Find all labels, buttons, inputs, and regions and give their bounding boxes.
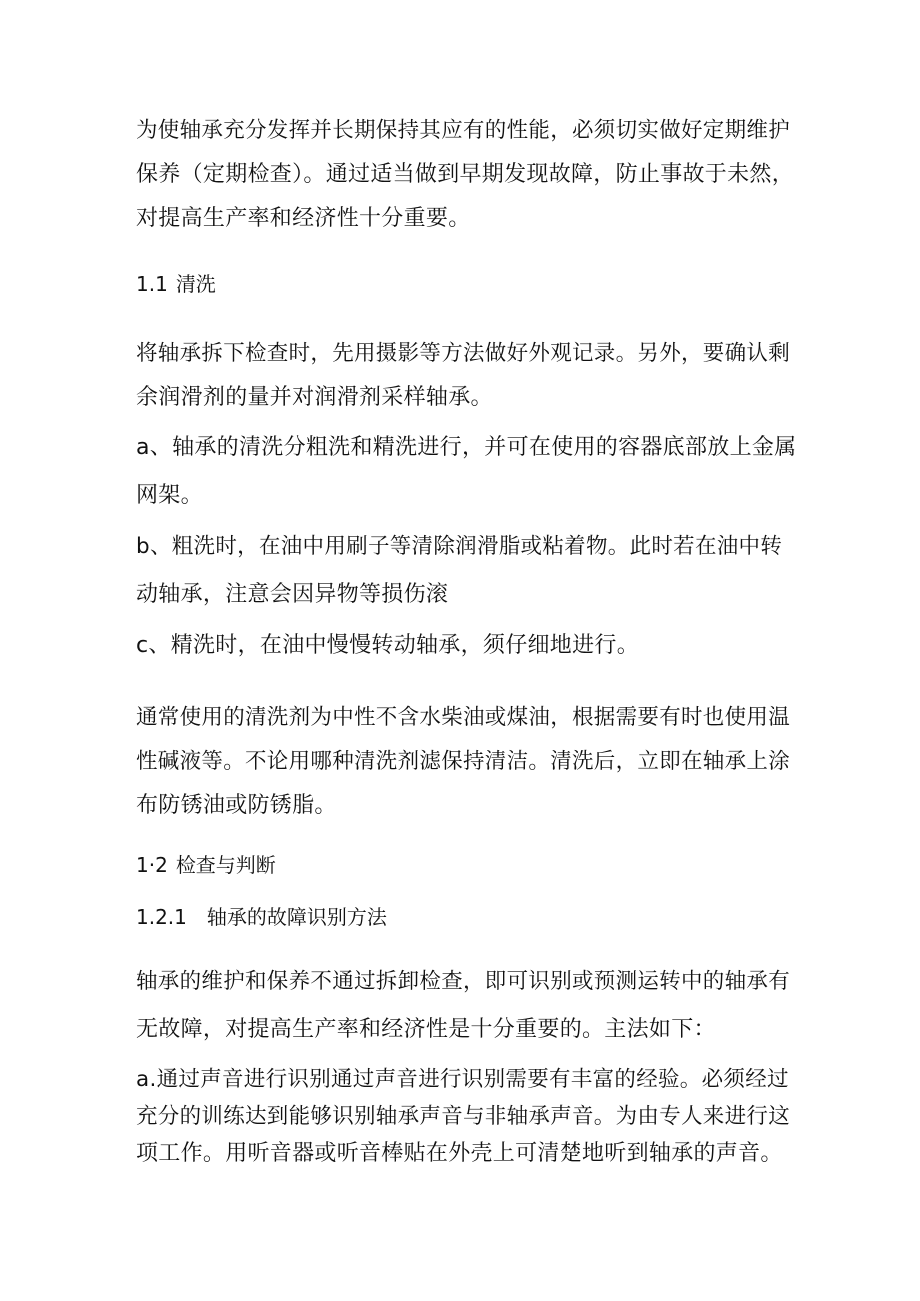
text-line: 性碱液等。不论用哪种清洗剂滤保持清洁。清洗后，立即在轴承上涂: [136, 749, 791, 774]
section-number: 1.1: [136, 272, 168, 296]
text-line: 余润滑剂的量并对润滑剂采样轴承。: [136, 385, 493, 410]
section-heading-inspection: [136, 850, 276, 880]
section-title: 检查与判断: [175, 853, 276, 877]
text-line: 项工作。用听音器或听音棒贴在外壳上可清楚地听到轴承的声音。: [136, 1141, 783, 1166]
list-item-c: [136, 622, 796, 670]
subsection-heading-fault-identification: [136, 902, 387, 932]
list-item-b: [136, 523, 796, 619]
sound-identification-paragraph: [136, 1061, 796, 1172]
section-number: 1·2: [136, 853, 168, 877]
text-line: 布防锈油或防锈脂。: [136, 793, 337, 818]
text-line: 无故障，对提高生产率和经济性是十分重要的。主法如下：: [136, 1017, 716, 1042]
text-line: 通常使用的清洗剂为中性不含水柴油或煤油，根据需要有时也使用温: [136, 705, 791, 730]
text-line: 将轴承拆下检查时，先用摄影等方法做好外观记录。另外，要确认剩: [136, 341, 791, 366]
text-line: a、轴承的清洗分粗洗和精洗进行，并可在使用的容器底部放上金属: [136, 435, 797, 460]
text-line: 为使轴承充分发挥并长期保持其应有的性能，必须切实做好定期维护: [136, 118, 791, 143]
text-line: 网架。: [136, 483, 203, 508]
section-title: 轴承的故障识别方法: [206, 905, 387, 929]
section-number: 1.2.1: [136, 905, 187, 929]
text-line: 充分的训练达到能够识别轴承声音与非轴承声音。为由专人来进行这: [136, 1104, 791, 1129]
intro-paragraph: [136, 109, 796, 241]
text-line: 对提高生产率和经济性十分重要。: [136, 206, 471, 231]
section-title: 清洗: [175, 272, 216, 296]
section-heading-cleaning: [136, 269, 216, 299]
text-line: b、粗洗时，在油中用刷子等清除润滑脂或粘着物。此时若在油中转: [136, 534, 783, 559]
text-line: c、精洗时，在油中慢慢转动轴承，须仔细地进行。: [136, 633, 639, 658]
inspection-record-paragraph: [136, 332, 796, 420]
list-item-a: [136, 424, 796, 520]
text-line: 保养（定期检查）。通过适当做到早期发现故障，防止事故于未然，: [136, 162, 795, 187]
text-line: 轴承的维护和保养不通过拆卸检查，即可识别或预测运转中的轴承有: [136, 969, 791, 994]
cleaning-agent-paragraph: [136, 696, 796, 828]
text-line: a.通过声音进行识别通过声音进行识别需要有丰富的经验。必须经过: [136, 1067, 789, 1092]
fault-identification-paragraph: [136, 958, 796, 1054]
text-line: 动轴承，注意会因异物等损伤滚: [136, 582, 449, 607]
